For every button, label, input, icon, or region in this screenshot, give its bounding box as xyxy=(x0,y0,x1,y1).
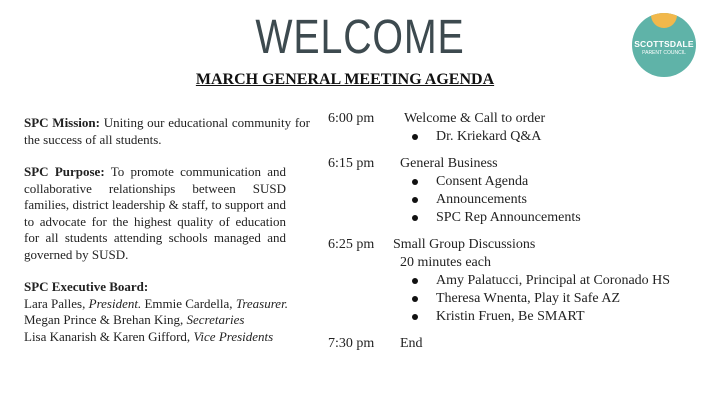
board-line-3 xyxy=(24,329,310,346)
agenda-title: Small Group Discussions xyxy=(393,237,536,252)
agenda-block-1 xyxy=(328,110,713,146)
board-name: Megan Prince & Brehan King, xyxy=(24,312,187,327)
agenda-block-2 xyxy=(328,155,713,227)
mission-text: Uniting our educational community for the success of all students. xyxy=(24,115,311,147)
board-line-2 xyxy=(24,312,310,329)
executive-board xyxy=(24,279,310,345)
board-role: Secretaries xyxy=(186,312,245,327)
board-line-1 xyxy=(24,296,310,313)
agenda-item: Theresa Wnenta, Play it Safe AZ xyxy=(412,290,713,308)
agenda-item: Kristin Fruen, Be SMART xyxy=(412,308,713,326)
spc-info-panel xyxy=(24,115,310,345)
board-role: Treasurer. xyxy=(235,295,288,311)
agenda-item: Consent Agenda xyxy=(412,173,713,191)
agenda-block-3 xyxy=(328,236,713,326)
agenda-title: General Business xyxy=(400,156,498,171)
agenda-item: Announcements xyxy=(412,191,713,209)
sun-icon xyxy=(651,13,677,28)
board-name: Emmie Cardella, xyxy=(141,295,236,311)
agenda-item: SPC Rep Announcements xyxy=(412,209,713,227)
agenda-title: Welcome & Call to order xyxy=(404,111,546,126)
agenda-note: 20 minutes each xyxy=(400,255,491,270)
purpose-label: SPC Purpose: xyxy=(24,164,105,179)
agenda-time: 6:00 pm xyxy=(328,111,375,126)
agenda-title: End xyxy=(400,336,423,351)
page-subtitle: MARCH GENERAL MEETING AGENDA xyxy=(195,71,495,88)
mission-paragraph xyxy=(24,115,310,148)
agenda-time: 6:25 pm xyxy=(328,237,375,252)
page-title: WELCOME xyxy=(255,11,465,64)
scottsdale-parent-council-logo xyxy=(632,13,696,77)
agenda-item: Dr. Kriekard Q&A xyxy=(412,128,713,146)
agenda-block-4 xyxy=(328,335,713,353)
logo-line1: SCOTTSDALE xyxy=(634,38,694,49)
agenda-item: Amy Palatucci, Principal at Coronado HS xyxy=(412,272,713,290)
agenda-time: 7:30 pm xyxy=(328,336,375,351)
purpose-paragraph xyxy=(24,164,286,263)
board-name: Lisa Kanarish & Karen Gifford, xyxy=(24,328,194,344)
purpose-text: To promote communication and collaborative relationships between SUSD families, district leadership & staff, to support and to advocate for the highest quality of education for all students attending schools managed and governed by SUSD. xyxy=(24,164,287,262)
board-heading: SPC Executive Board: xyxy=(24,279,149,294)
agenda-time: 6:15 pm xyxy=(328,156,375,171)
mission-label: SPC Mission: xyxy=(24,115,100,130)
agenda-list xyxy=(328,110,713,362)
logo-line2: PARENT COUNCIL xyxy=(642,49,686,56)
board-name: Lara Palles, xyxy=(24,295,89,311)
board-role: Vice Presidents xyxy=(193,328,274,344)
board-role: President. xyxy=(88,295,142,311)
